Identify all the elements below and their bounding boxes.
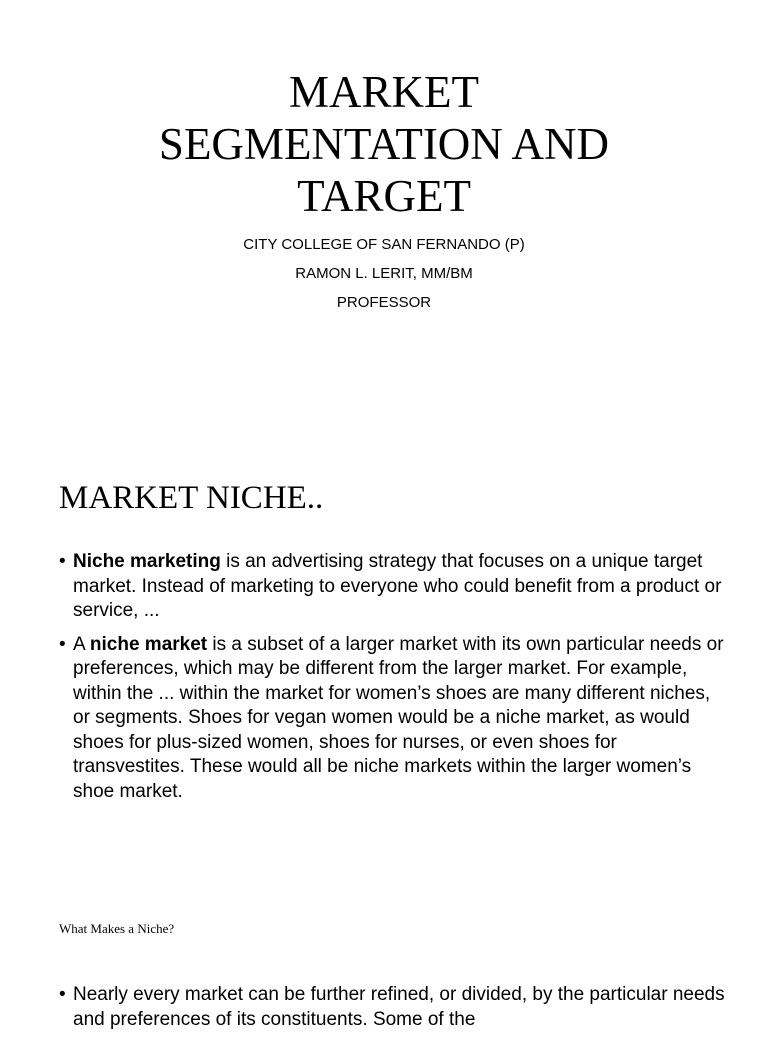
bullet-lead-text: A xyxy=(73,633,90,655)
presentation-subtitle xyxy=(0,230,768,317)
institution-name: CITY COLLEGE OF SAN FERNANDO (P) xyxy=(243,236,525,253)
presentation-title xyxy=(0,66,768,222)
what-makes-niche-slide xyxy=(0,900,768,1030)
slide-heading: What Makes a Niche? xyxy=(59,921,175,936)
bullet-item xyxy=(59,633,729,805)
bullet-bold-term: niche market xyxy=(89,633,208,655)
bullet-list xyxy=(59,983,729,1041)
bullet-item xyxy=(59,550,729,624)
title-slide xyxy=(0,0,768,360)
bullet-text: is a subset of a larger market with its own particular needs or preferences, which may be different from the larger market. For example, within the ... within the market for women’s shoes are many different niches, or segments. Shoes for vegan women would be a niche market, as would shoes for plus-sized women, shoes for nurses, or even shoes for transvestites. These would all be niche markets within the larger women’s shoe market. xyxy=(73,633,724,802)
bullet-list xyxy=(59,550,729,813)
title-line: SEGMENTATION AND xyxy=(158,119,610,169)
slide-heading: MARKET NICHE.. xyxy=(59,480,324,516)
bullet-text: Nearly every market can be further refined, or divided, by the particular needs and preferences of its constituents. Some of the xyxy=(73,984,725,1030)
title-line: MARKET xyxy=(289,67,479,117)
author-role: PROFESSOR xyxy=(336,294,432,311)
market-niche-slide xyxy=(0,360,768,900)
bullet-icon: • xyxy=(59,984,66,1005)
bullet-bold-term: Niche marketing xyxy=(73,551,221,572)
bullet-text: is an advertising strategy that focuses on a unique target market. Instead of marketing to everyone who could benefit from a product or service, ... xyxy=(73,551,722,621)
title-line: TARGET xyxy=(297,171,471,221)
bullet-icon: • xyxy=(59,633,66,655)
author-name: RAMON L. LERIT, MM/BM xyxy=(295,265,473,282)
bullet-icon: • xyxy=(59,551,66,572)
bullet-item xyxy=(59,983,729,1032)
